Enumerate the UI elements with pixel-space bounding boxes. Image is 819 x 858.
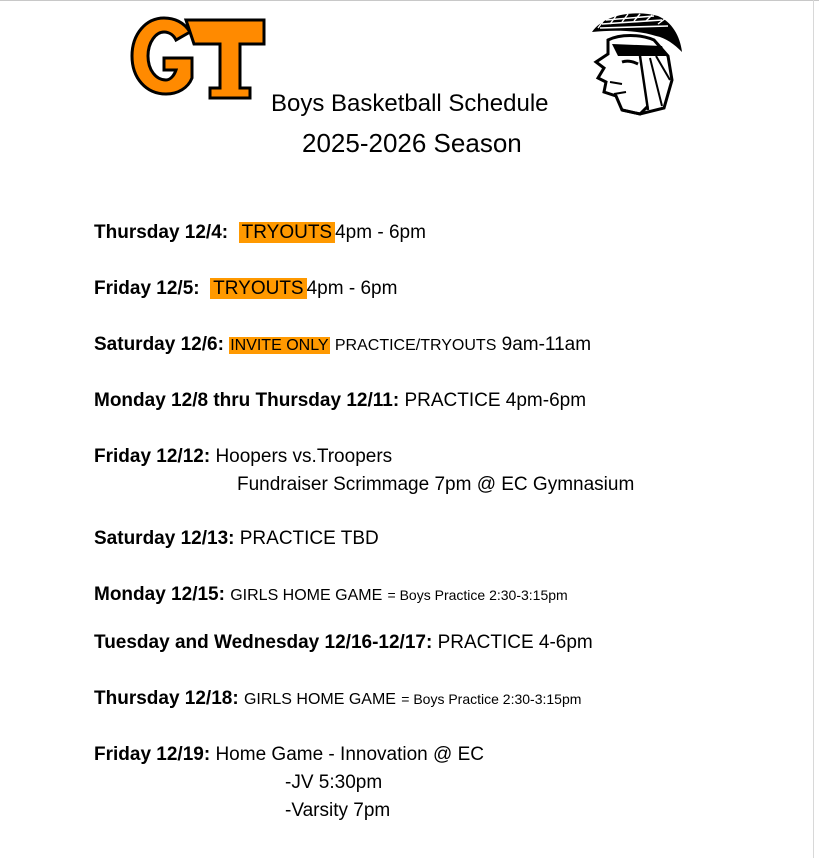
- schedule-entry: [94, 278, 397, 300]
- schedule-entry: [94, 446, 392, 468]
- entry-time: 4pm - 6pm: [306, 278, 398, 299]
- entry-continuation: -Varsity 7pm: [285, 800, 391, 821]
- schedule-entry: [94, 632, 593, 654]
- page-title: Boys Basketball Schedule: [271, 90, 549, 117]
- schedule-entry: [94, 222, 426, 244]
- entry-text: PRACTICE 4-6pm: [437, 632, 593, 653]
- entry-continuation: Fundraiser Scrimmage 7pm @ EC Gymnasium: [237, 474, 635, 495]
- schedule-entry: [94, 584, 568, 606]
- entry-date: Monday 12/8 thru Thursday 12/11:: [94, 390, 400, 411]
- top-border: [0, 0, 819, 1]
- entry-date: Thursday 12/4:: [94, 222, 229, 243]
- entry-text: PRACTICE TBD: [239, 528, 379, 549]
- entry-date: Tuesday and Wednesday 12/16-12/17:: [94, 632, 433, 653]
- entry-date: Friday 12/19:: [94, 744, 211, 765]
- schedule-entry: [94, 688, 581, 710]
- season-subtitle: 2025-2026 Season: [302, 128, 522, 158]
- entry-text: PRACTICE 4pm-6pm: [404, 390, 587, 411]
- tryouts-highlight: TRYOUTS: [239, 222, 335, 243]
- invite-only-highlight: INVITE ONLY: [230, 337, 329, 354]
- entry-note: GIRLS HOME GAME: [230, 587, 383, 604]
- entry-date: Saturday 12/13:: [94, 528, 235, 549]
- entry-time: 4pm - 6pm: [335, 222, 426, 243]
- entry-continuation: -JV 5:30pm: [285, 772, 383, 793]
- tryouts-highlight: TRYOUTS: [210, 278, 306, 299]
- entry-note: PRACTICE/TRYOUTS: [334, 337, 497, 354]
- schedule-entry: [94, 334, 591, 356]
- schedule-entry: [94, 528, 379, 550]
- page-edge: [813, 0, 814, 858]
- entry-text: Home Game - Innovation @ EC: [215, 744, 484, 765]
- gt-logo: [128, 14, 268, 100]
- entry-note: GIRLS HOME GAME: [243, 691, 396, 708]
- schedule-entry: [94, 390, 586, 412]
- entry-date: Thursday 12/18:: [94, 688, 239, 709]
- entry-detail: = Boys Practice 2:30-3:15pm: [401, 691, 582, 707]
- entry-date: Saturday 12/6:: [94, 334, 224, 355]
- entry-time: 9am-11am: [501, 334, 592, 355]
- entry-detail: = Boys Practice 2:30-3:15pm: [387, 587, 568, 603]
- entry-text: Hoopers vs.Troopers: [215, 446, 393, 467]
- entry-date: Friday 12/5:: [94, 278, 200, 299]
- entry-date: Monday 12/15:: [94, 584, 225, 605]
- trojan-head-icon: [578, 10, 684, 116]
- entry-date: Friday 12/12:: [94, 446, 211, 467]
- schedule-entry: [94, 744, 484, 766]
